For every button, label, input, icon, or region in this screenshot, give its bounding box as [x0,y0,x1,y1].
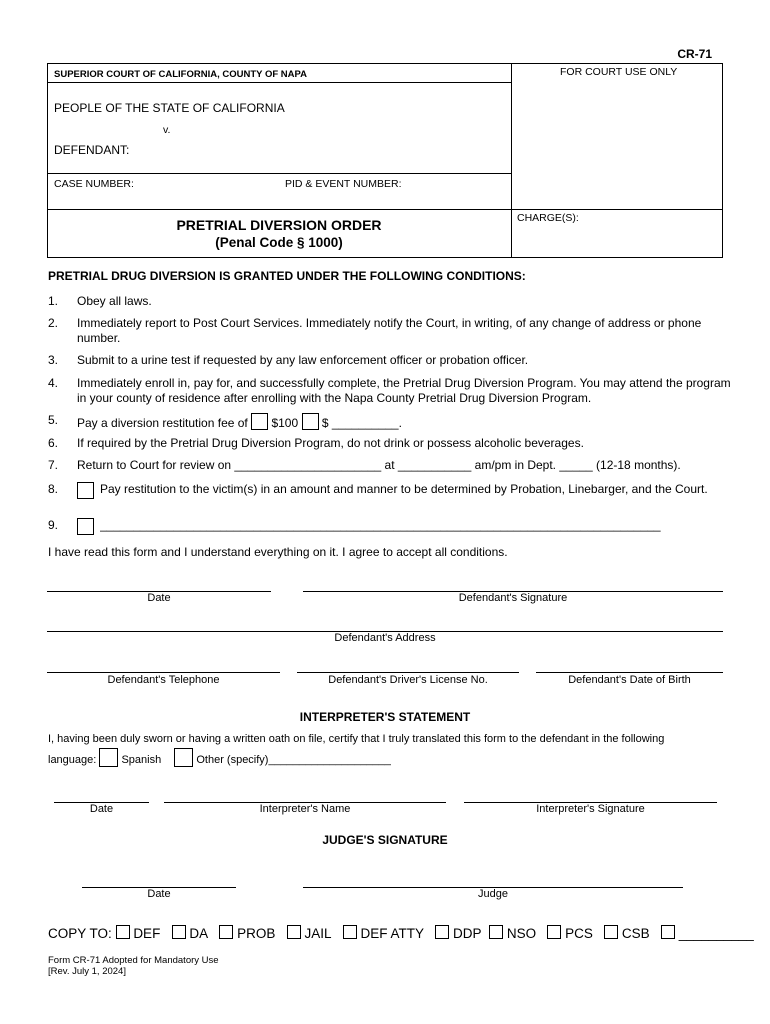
interpreter-signature-label: Interpreter's Signature [536,803,645,815]
restitution-checkbox[interactable] [77,482,94,499]
date-label: Date [147,592,171,604]
people-label: PEOPLE OF THE STATE OF CALIFORNIA [54,101,285,115]
judge-heading: JUDGE'S SIGNATURE [322,833,448,847]
license-line[interactable] [297,672,519,673]
interpreter-heading: INTERPRETER'S STATEMENT [299,710,471,724]
pid-event-label: PID & EVENT NUMBER: [285,178,402,190]
copy-other-checkbox[interactable] [661,925,675,939]
form-title: PRETRIAL DIVERSION ORDER [176,217,382,233]
dob-line[interactable] [536,672,723,673]
copy-ddp-checkbox[interactable] [435,925,449,939]
copy-prob-checkbox[interactable] [219,925,233,939]
copy-to-label: COPY TO: [48,926,112,941]
conditions-heading: PRETRIAL DRUG DIVERSION IS GRANTED UNDER THE FOLLOWING CONDITIONS: [48,269,526,283]
copy-def-checkbox[interactable] [116,925,130,939]
copy-def-atty-checkbox[interactable] [343,925,357,939]
other-language-checkbox[interactable] [174,748,193,767]
defendant-label: DEFENDANT: [54,143,130,157]
copy-pcs-checkbox[interactable] [547,925,561,939]
dob-label: Defendant's Date of Birth [568,674,691,686]
judge-date-label: Date [147,888,171,900]
license-label: Defendant's Driver's License No. [328,674,488,686]
spanish-checkbox[interactable] [99,748,118,767]
telephone-line[interactable] [47,672,280,673]
fee-other-checkbox[interactable] [302,413,319,430]
judge-label: Judge [478,888,508,900]
footer-revision-line: [Rev. July 1, 2024] [48,966,126,977]
defendant-address-label: Defendant's Address [334,632,436,644]
fee-100-checkbox[interactable] [251,413,268,430]
court-name: SUPERIOR COURT OF CALIFORNIA, COUNTY OF NAPA [54,69,307,80]
other-condition-checkbox[interactable] [77,518,94,535]
copy-nso-checkbox[interactable] [489,925,503,939]
copy-jail-checkbox[interactable] [287,925,301,939]
acknowledgement-text: I have read this form and I understand everything on it. I agree to accept all conditions. [48,545,508,559]
interpreter-name-label: Interpreter's Name [259,803,351,815]
language-row: language: Spanish Other (specify)____________________ [48,748,391,769]
case-number-label: CASE NUMBER: [54,178,134,190]
copy-csb-checkbox[interactable] [604,925,618,939]
footer-form-line: Form CR-71 Adopted for Mandatory Use [48,955,219,966]
versus-label: v. [163,124,171,136]
court-use-label: FOR COURT USE ONLY [560,66,678,78]
copy-da-checkbox[interactable] [172,925,186,939]
charges-label: CHARGE(S): [517,212,579,224]
interpreter-statement: I, having been duly sworn or having a written oath on file, certify that I truly translated this form to the defendant in the following [48,733,665,745]
defendant-signature-label: Defendant's Signature [458,592,568,604]
form-id: CR-71 [677,47,712,61]
telephone-label: Defendant's Telephone [107,674,220,686]
form-subtitle: (Penal Code § 1000) [215,235,343,250]
copy-to-row: COPY TO: DEF DA PROB JAIL DEF ATTY DDP NSO PCS CSB __________ [48,926,754,941]
interpreter-date-label: Date [89,803,114,815]
